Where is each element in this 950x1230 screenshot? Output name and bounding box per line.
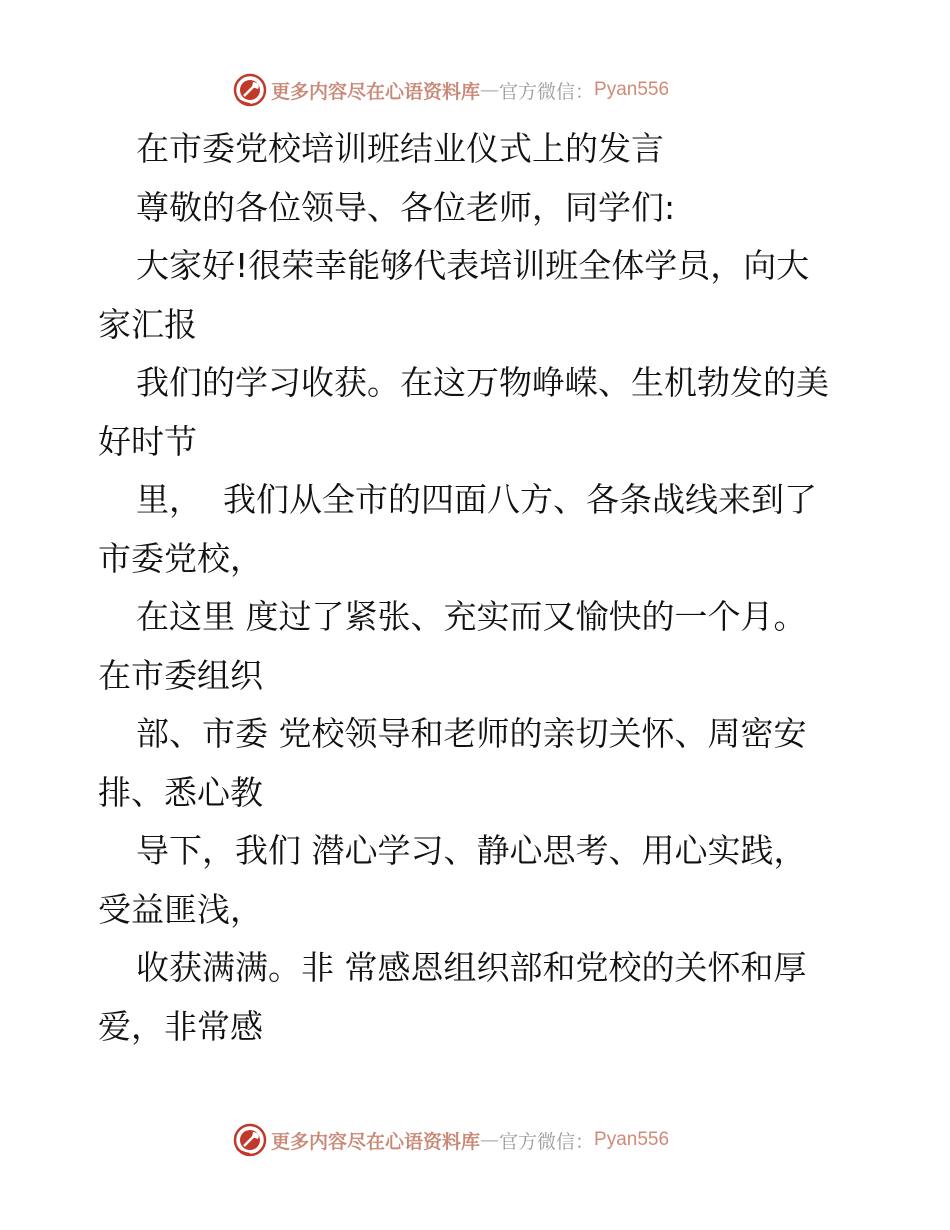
footer-wechat-label: 官方微信： (499, 1130, 595, 1153)
header-wechat-id: Pyan556 (594, 79, 670, 100)
paragraph-line: 里， 我们从全市的四面八方、各条战线来到了 (136, 480, 817, 519)
paragraph-line: 好时节 (98, 421, 197, 461)
footer-site-text: 更多内容尽在心语资料库 (271, 1130, 481, 1153)
paragraph-line: 受益匪浅， (98, 889, 263, 929)
paragraph-line: 在市委组织 (98, 655, 263, 695)
header-dash: — (480, 79, 500, 101)
salutation: 尊敬的各位领导、各位老师，同学们: (136, 187, 676, 227)
footer-wechat-id: Pyan556 (594, 1129, 670, 1150)
paragraph-line: 大家好!很荣幸能够代表培训班全体学员，向大 (136, 246, 810, 285)
paragraph-line: 收获满满。非 常感恩组织部和党校的关怀和厚 (136, 948, 807, 987)
header-site-text: 更多内容尽在心语资料库 (271, 80, 481, 103)
footer-watermark (233, 1123, 669, 1157)
quill-logo-icon (233, 73, 267, 107)
paragraph-line: 部、市委 党校领导和老师的亲切关怀、周密安 (136, 714, 807, 753)
paragraph-line: 我们的学习收获。在这万物峥嵘、生机勃发的美 (136, 363, 829, 402)
footer-dash: — (480, 1129, 500, 1151)
paragraph-line: 市委党校， (98, 538, 263, 578)
paragraph-line: 导下，我们 潜心学习、静心思考、用心实践， (136, 831, 807, 870)
paragraph-line: 爱，非常感 (98, 1006, 263, 1046)
header-wechat-label: 官方微信： (499, 80, 595, 103)
paragraph-line: 家汇报 (98, 304, 197, 344)
quill-logo-icon (233, 1123, 267, 1157)
document-body (98, 120, 858, 1056)
header-watermark (233, 73, 669, 107)
paragraph-line: 在这里 度过了紧张、充实而又愉快的一个月。 (136, 597, 807, 636)
document-title: 在市委党校培训班结业仪式上的发言 (136, 129, 664, 168)
paragraph-line: 排、悉心教 (98, 772, 263, 812)
